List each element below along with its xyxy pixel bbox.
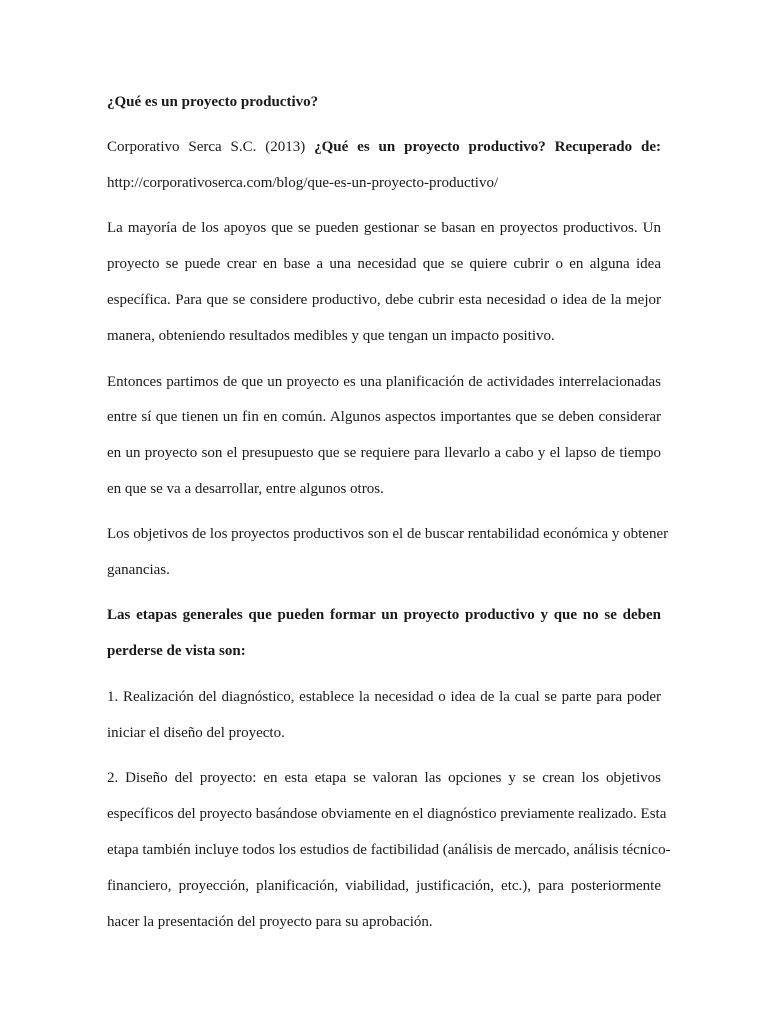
- citation-url: http://corporativoserca.com/blog/que-es-un-proyecto-productivo/: [107, 175, 499, 191]
- stage-line: financiero, proyección, planificación, viabilidad, justificación, etc.), para posteriormente: [107, 878, 661, 894]
- paragraph-line: Entonces partimos de que un proyecto es una planificación de actividades interrelacionadas: [107, 374, 661, 390]
- citation-line: [107, 137, 661, 157]
- paragraph-line: entre sí que tienen un fin en común. Algunos aspectos importantes que se deben considerar: [107, 409, 661, 425]
- paragraph-line: específica. Para que se considere productivo, debe cubrir esta necesidad o idea de la mejor: [107, 292, 661, 308]
- paragraph-line: ganancias.: [107, 562, 170, 578]
- stage-line: 2. Diseño del proyecto: en esta etapa se valoran las opciones y se crean los objetivos: [107, 770, 661, 786]
- stage-line: específicos del proyecto basándose obviamente en el diagnóstico previamente realizado. Esta: [107, 806, 667, 822]
- paragraph-line: proyecto se puede crear en base a una necesidad que se quiere cubrir o en alguna idea: [107, 256, 661, 272]
- paragraph-line: La mayoría de los apoyos que se pueden gestionar se basan en proyectos productivos. Un: [107, 220, 661, 236]
- stage-line: etapa también incluye todos los estudios de factibilidad (análisis de mercado, análisis técnico-: [107, 842, 671, 858]
- stages-heading-line: Las etapas generales que pueden formar un proyecto productivo y que no se deben: [107, 607, 661, 623]
- paragraph-line: manera, obteniendo resultados medibles y que tengan un impacto positivo.: [107, 328, 555, 344]
- stage-line: hacer la presentación del proyecto para su aprobación.: [107, 914, 433, 930]
- stage-line: 1. Realización del diagnóstico, establece la necesidad o idea de la cual se parte para poder: [107, 689, 661, 705]
- stages-heading-line: perderse de vista son:: [107, 643, 246, 659]
- citation-title: ¿Qué es un proyecto productivo? Recuperado de:: [314, 139, 661, 155]
- stage-line: iniciar el diseño del proyecto.: [107, 725, 285, 741]
- paragraph-line: en un proyecto son el presupuesto que se requiere para llevarlo a cabo y el lapso de tiempo: [107, 445, 661, 461]
- paragraph-line: Los objetivos de los proyectos productivos son el de buscar rentabilidad económica y obtener: [107, 526, 669, 542]
- citation-author: Corporativo Serca S.C. (2013): [107, 139, 315, 155]
- document-heading: ¿Qué es un proyecto productivo?: [107, 94, 319, 110]
- paragraph-line: en que se va a desarrollar, entre algunos otros.: [107, 481, 384, 497]
